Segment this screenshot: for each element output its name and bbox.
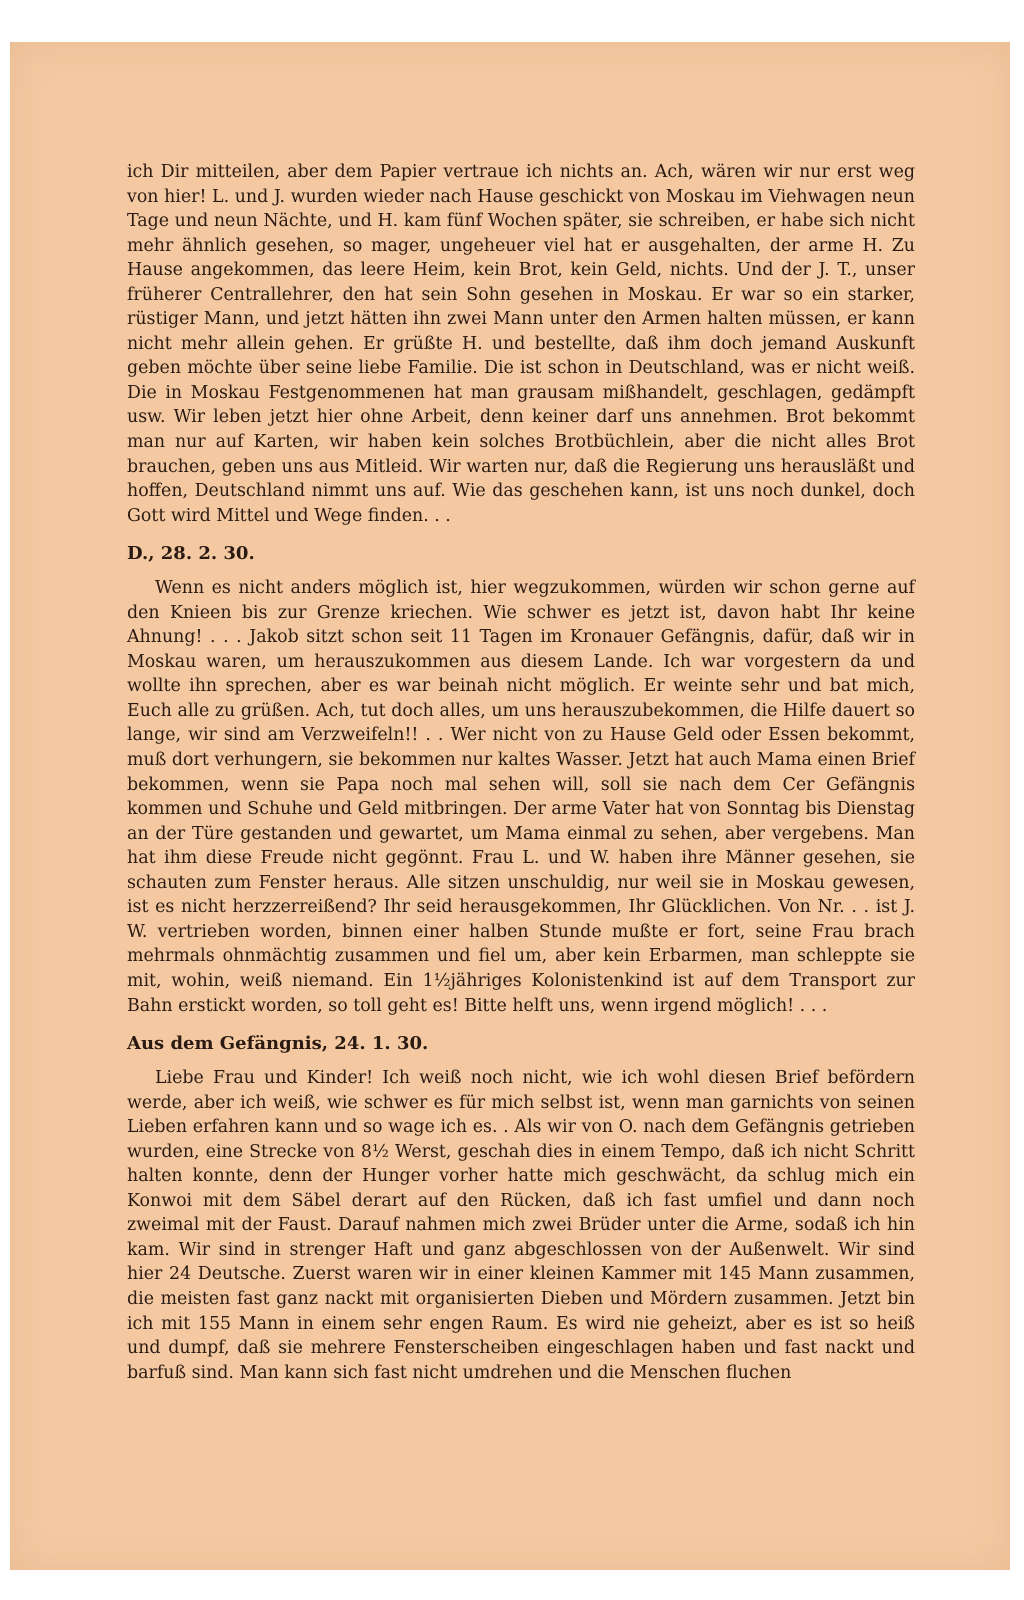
letter-paragraph-3: Liebe Frau und Kinder! Ich weiß noch nicht, wie ich wohl diesen Brief befördern werde, aber ich weiß, wie schwer es für mich selbst ist, wenn man garnichts von seinen Lieben erfahren kann und so wage ich es. . Als wir von O. nach dem Gefängnis getrieben wurden, eine Strecke von 8½ Werst, geschah dies in einem Tempo, daß ich nicht Schritt halten konnte, denn der Hunger vorher hatte mich geschwächt, da schlug mich ein Konwoi mit dem Säbel derart auf den Rücken, daß ich fast umfiel und dann noch zweimal mit der Faust. Darauf nahmen mich zwei Brüder unter die Arme, sodaß ich hin kam. Wir sind in strenger Haft und ganz abgeschlossen von der Außenwelt. Wir sind hier 24 Deutsche. Zuerst waren wir in einer kleinen Kammer mit 145 Mann zusammen, die meisten fast ganz nackt mit organisierten Dieben und Mördern zusammen. Jetzt bin ich mit 155 Mann in einem sehr engen Raum. Es wird nie geheizt, aber es ist so heiß und dumpf, daß sie mehrere Fensterscheiben eingeschlagen haben und fast nackt und barfuß sind. Man kann sich fast nicht umdrehen und die Menschen fluchen [127,1068,915,1383]
letter-date-heading-1: D., 28. 2. 30. [127,543,255,565]
letter-text-block [127,160,915,1385]
letter-paragraph-2: Wenn es nicht anders möglich ist, hier wegzukommen, würden wir schon gerne auf den Knieen bis zur Grenze kriechen. Wie schwer es jetzt ist, davon habt Ihr keine Ahnung! . . . Jakob sitzt schon seit 11 Tagen im Kronauer Gefängnis, dafür, daß wir in Moskau waren, um herauszukommen aus diesem Lande. Ich war vorgestern da und wollte ihn sprechen, aber es war beinah nicht möglich. Er weinte sehr und bat mich, Euch alle zu grüßen. Ach, tut doch alles, um uns herauszubekommen, die Hilfe dauert so lange, wir sind am Verzweifeln!! . . Wer nicht von zu Hause Geld oder Essen bekommt, muß dort verhungern, sie bekommen nur kaltes Wasser. Jetzt hat auch Mama einen Brief bekommen, wenn sie Papa noch mal sehen will, soll sie nach dem Cer Gefängnis kommen und Schuhe und Geld mitbringen. Der arme Vater hat von Sonntag bis Dienstag an der Türe gestanden und gewartet, um Mama einmal zu sehen, aber vergebens. Man hat ihm diese Freude nicht gegönnt. Frau L. und W. haben ihre Männer gesehen, sie schauten zum Fenster heraus. Alle sitzen unschuldig, nur weil sie in Moskau gewesen, ist es nicht herzzerreißend? Ihr seid herausgekommen, Ihr Glücklichen. Von Nr. . . ist J. W. vertrieben worden, binnen einer halben Stunde mußte er fort, seine Frau brach mehrmals ohnmächtig zusammen und fiel um, aber kein Erbarmen, man schleppte sie mit, wohin, weiß niemand. Ein 1½jähriges Kolonistenkind ist auf dem Transport zur Bahn erstickt worden, so toll geht es! Bitte helft uns, wenn irgend möglich! . . . [127,578,915,1016]
letter-date-heading-2: Aus dem Gefängnis, 24. 1. 30. [127,1033,429,1055]
letter-paragraph-1: ich Dir mitteilen, aber dem Papier vertraue ich nichts an. Ach, wären wir nur erst weg von hier! L. und J. wurden wieder nach Hause geschickt von Moskau im Viehwagen neun Tage und neun Nächte, und H. kam fünf Wochen später, sie schreiben, er habe sich nicht mehr ähnlich gesehen, so mager, ungeheuer viel hat er ausgehalten, der arme H. Zu Hause angekommen, das leere Heim, kein Brot, kein Geld, nichts. Und der J. T., unser früherer Centrallehrer, den hat sein Sohn gesehen in Moskau. Er war so ein starker, rüstiger Mann, und jetzt hätten ihn zwei Mann unter den Armen halten müssen, er kann nicht mehr allein gehen. Er grüßte H. und bestellte, daß ihm doch jemand Auskunft geben möchte über seine liebe Familie. Die ist schon in Deutschland, was er nicht weiß. Die in Moskau Festgenommenen hat man grausam mißhandelt, geschlagen, gedämpft usw. Wir leben jetzt hier ohne Arbeit, denn keiner darf uns annehmen. Brot bekommt man nur auf Karten, wir haben kein solches Brotbüchlein, aber die nicht alles Brot brauchen, geben uns aus Mitleid. Wir warten nur, daß die Regierung uns herausläßt und hoffen, Deutschland nimmt uns auf. Wie das geschehen kann, ist uns noch dunkel, doch Gott wird Mittel und Wege finden. . . [127,162,915,526]
document-page [10,42,1010,1570]
